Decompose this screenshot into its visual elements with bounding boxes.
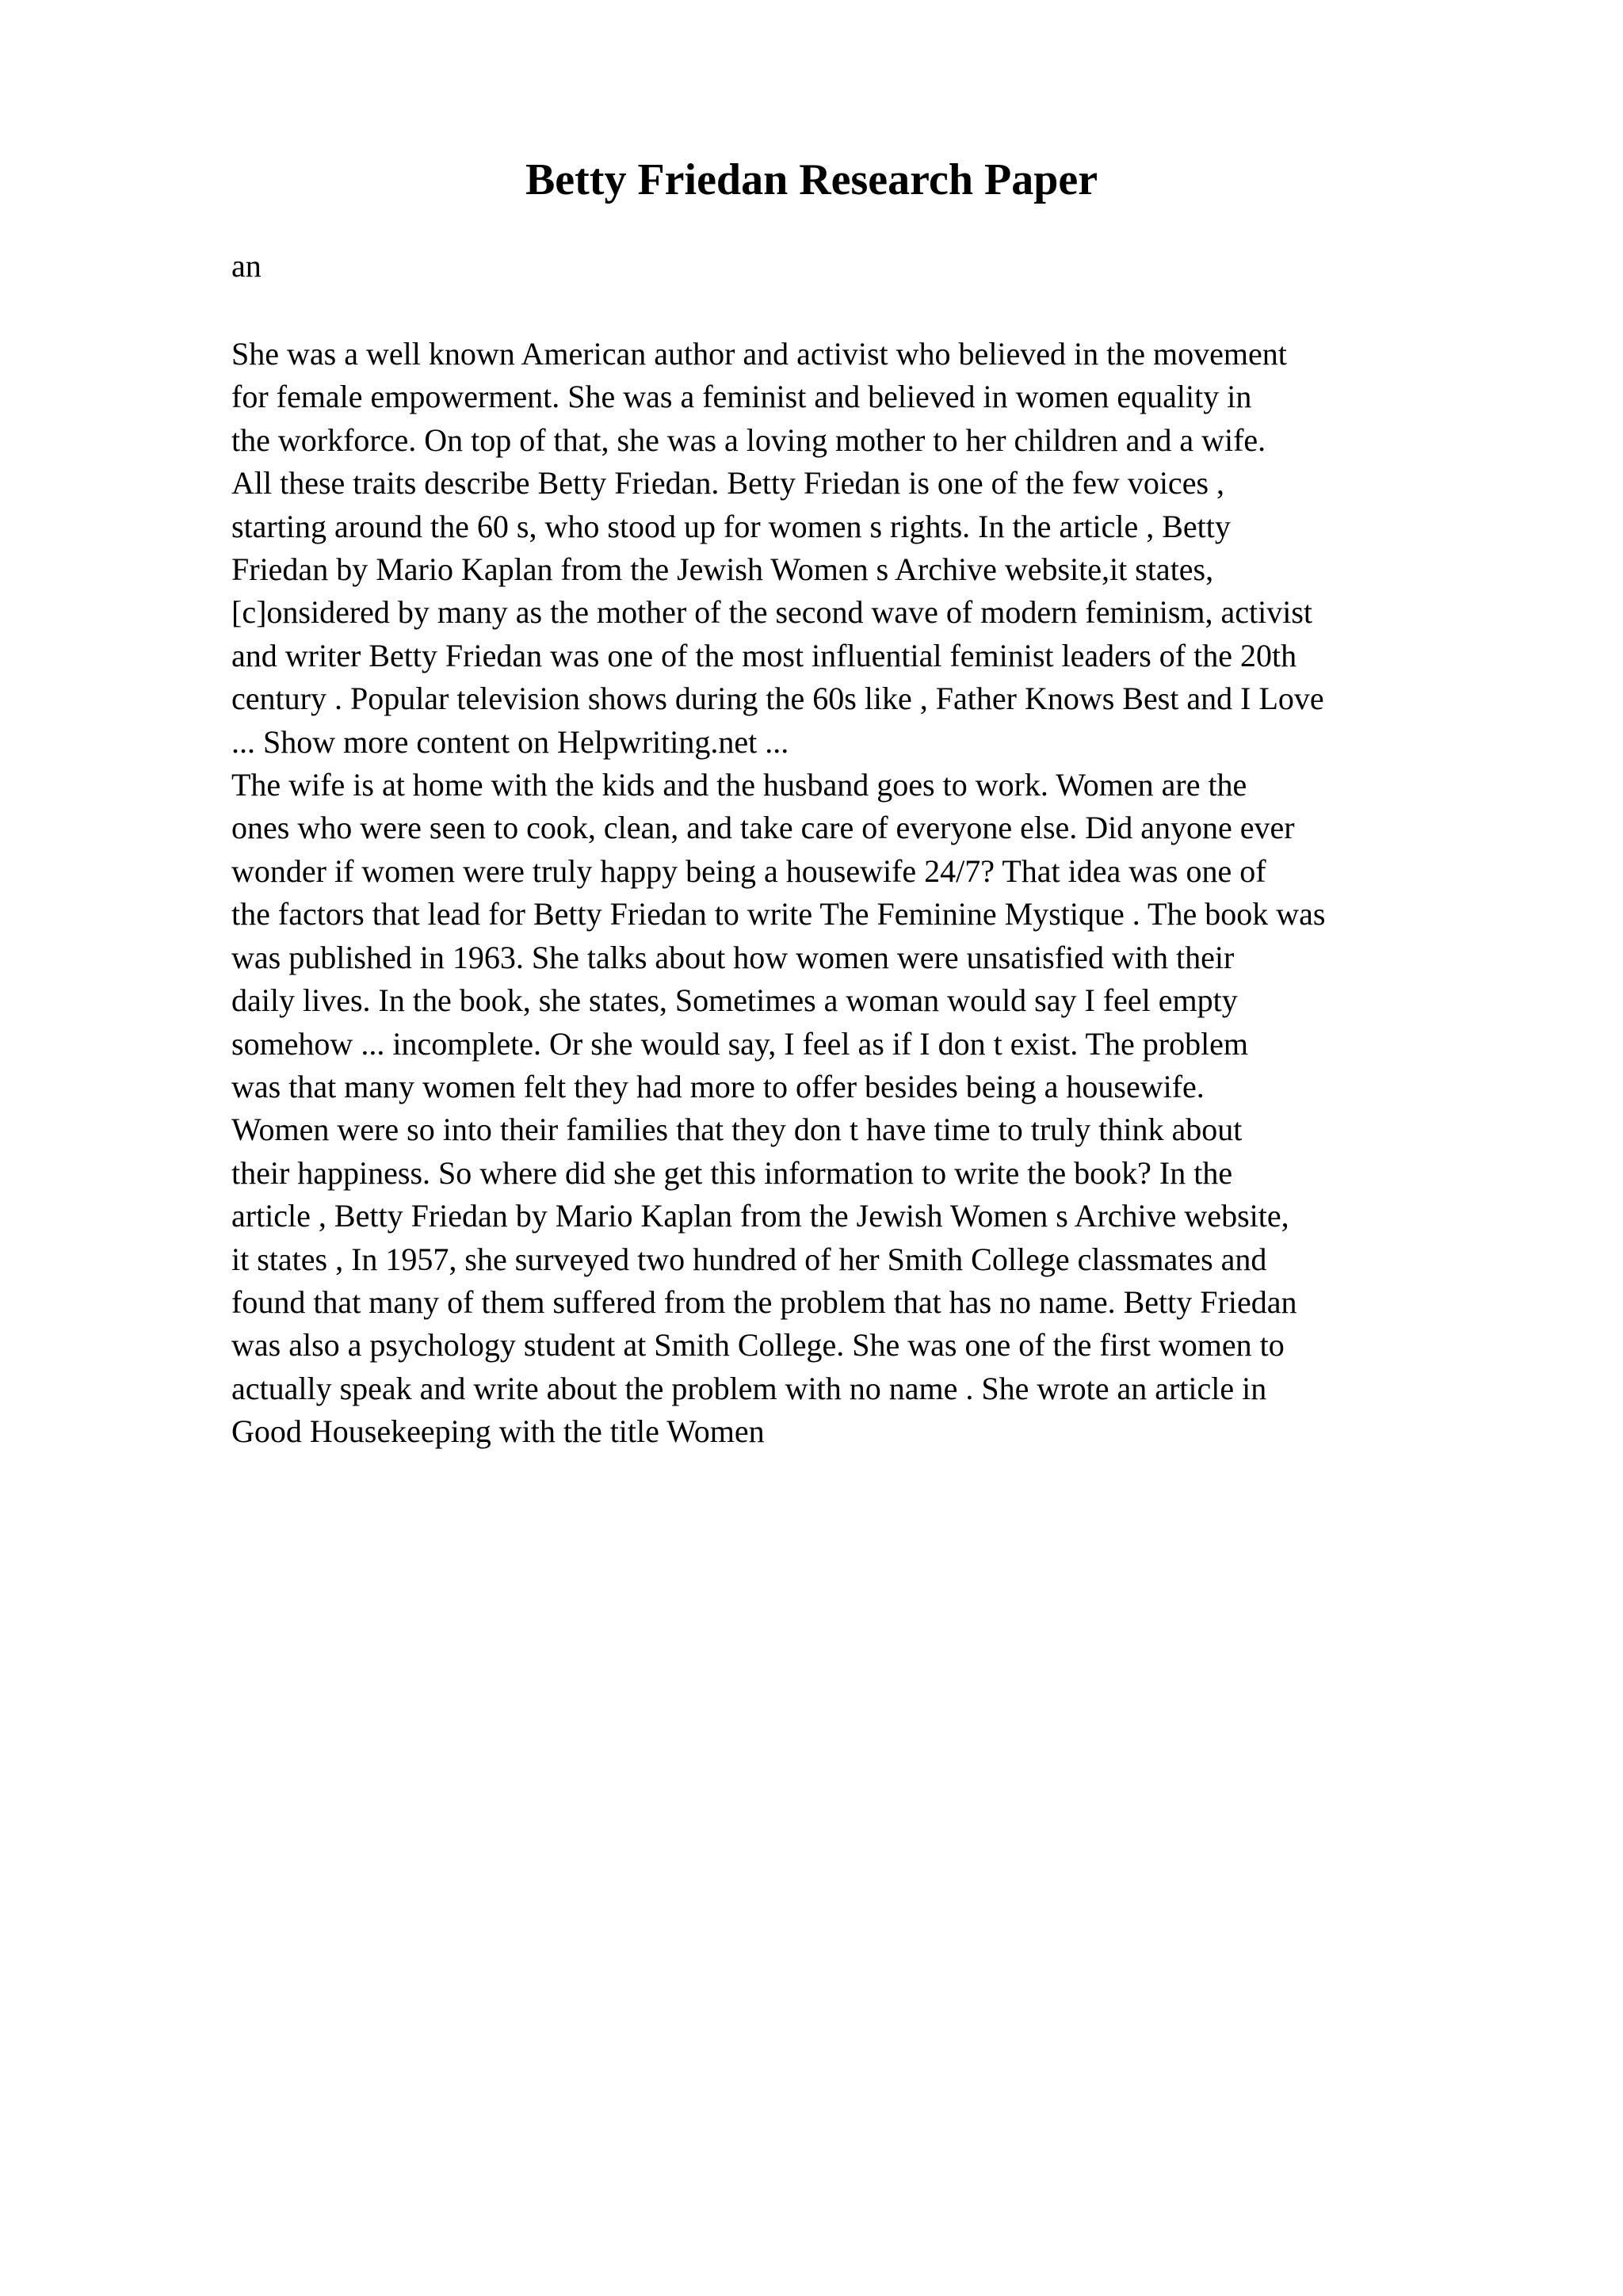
body-line: found that many of them suffered from the problem that has no name. Betty Friedan xyxy=(231,1283,1297,1320)
body-line: starting around the 60 s, who stood up for women s rights. In the article , Betty xyxy=(231,508,1231,544)
body-line: it states , In 1957, she surveyed two hundred of her Smith College classmates and xyxy=(231,1241,1267,1277)
body-line: Friedan by Mario Kaplan from the Jewish Women s Archive website,it states, xyxy=(231,551,1214,588)
body-line: was that many women felt they had more to offer besides being a housewife. xyxy=(231,1068,1205,1104)
body-line: Good Housekeeping with the title Women xyxy=(231,1413,765,1450)
body-line: somehow ... incomplete. Or she would say, I feel as if I don t exist. The problem xyxy=(231,1025,1249,1062)
show-more-line: ... Show more content on Helpwriting.net ... xyxy=(231,723,789,760)
document-subtitle: an xyxy=(231,248,262,284)
document-body xyxy=(231,333,1539,1454)
document-title: Betty Friedan Research Paper xyxy=(525,155,1098,204)
body-line: Women were so into their families that they don t have time to truly think about xyxy=(231,1112,1243,1148)
body-line: All these traits describe Betty Friedan. Betty Friedan is one of the few voices , xyxy=(231,465,1225,502)
body-line: was also a psychology student at Smith College. She was one of the first women to xyxy=(231,1327,1285,1363)
body-line: [c]onsidered by many as the mother of the second wave of modern feminism, activist xyxy=(231,594,1313,631)
body-line: The wife is at home with the kids and the husband goes to work. Women are the xyxy=(231,767,1247,803)
body-line: daily lives. In the book, she states, Sometimes a woman would say I feel empty xyxy=(231,982,1238,1019)
body-line: was published in 1963. She talks about how women were unsatisfied with their xyxy=(231,939,1235,975)
body-line: century . Popular television shows during the 60s like , Father Knows Best and I Love xyxy=(231,681,1324,717)
body-line: for female empowerment. She was a feminist and believed in women equality in xyxy=(231,379,1252,415)
body-line: the factors that lead for Betty Friedan to write The Feminine Mystique . The book was xyxy=(231,896,1326,933)
body-line: She was a well known American author and activist who believed in the movement xyxy=(231,336,1287,372)
body-line: article , Betty Friedan by Mario Kaplan from the Jewish Women s Archive website, xyxy=(231,1198,1289,1234)
body-line: the workforce. On top of that, she was a loving mother to her children and a wife. xyxy=(231,421,1266,458)
body-line: actually speak and write about the problem with no name . She wrote an article in xyxy=(231,1370,1267,1406)
body-line: and writer Betty Friedan was one of the most influential feminist leaders of the 20th xyxy=(231,637,1297,673)
body-line: wonder if women were truly happy being a housewife 24/7? That idea was one of xyxy=(231,852,1266,889)
body-line: their happiness. So where did she get this information to write the book? In the xyxy=(231,1154,1233,1191)
body-line: ones who were seen to cook, clean, and take care of everyone else. Did anyone ever xyxy=(231,810,1295,846)
